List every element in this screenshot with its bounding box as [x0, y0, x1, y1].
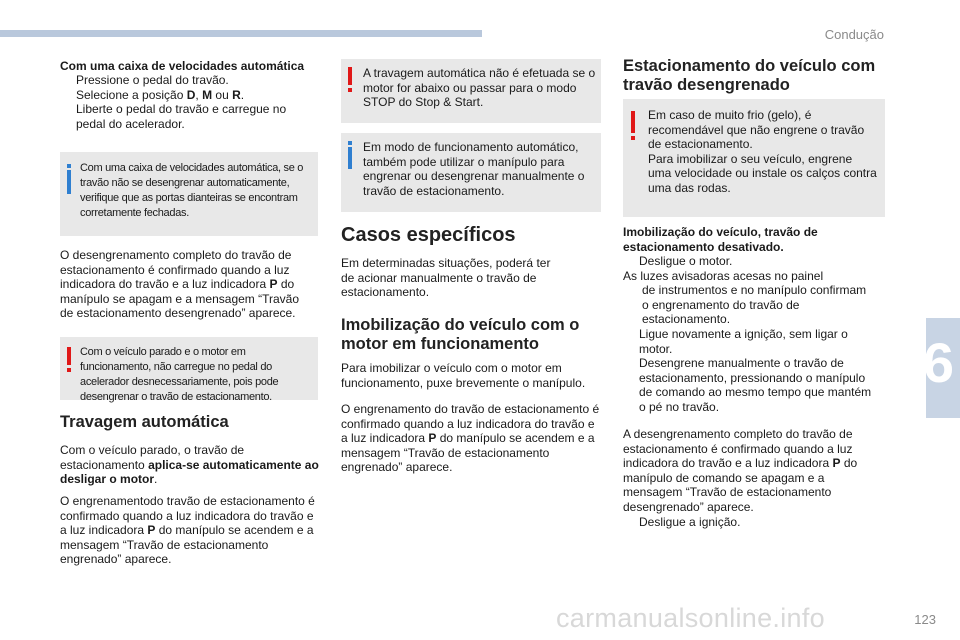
page-number: 123 [914, 612, 936, 627]
warning-icon [631, 111, 635, 133]
heading-travagem-automatica: Travagem automática [60, 413, 229, 431]
list-item: Ligue novamente a ignição, sem ligar o motor. [639, 326, 848, 356]
steps-list [60, 73, 310, 131]
list-item: Pressione o pedal do travão. [76, 73, 229, 87]
list-item: Desligue a ignição. [639, 514, 741, 529]
info-box: Com uma caixa de velocidades automática, se o travão não se desengrenar automaticamente, verifique que as portas dianteiras se encontram corretamente fechadas. [60, 152, 318, 236]
paragraph-travagem: Com o veículo parado, o travão de estacionamento aplica-se automaticamente ao desligar o motor. [60, 443, 319, 487]
heading-auto-gearbox: Com uma caixa de velocidades automática [60, 59, 305, 73]
list-item: Desligue o motor. [639, 254, 733, 268]
paragraph-casos: Em determinadas situações, poderá ter de acionar manualmente o travão de estacionamento. [341, 256, 551, 300]
chapter-number: 6 [922, 331, 954, 394]
list-item: Desengrene manualmente o travão de estacionamento, pressionando o manípulo de comando ao mesmo tempo que mantém o pé no travão. [639, 356, 872, 414]
section-title: Condução [824, 27, 884, 42]
steps-list [623, 254, 873, 415]
paragraph-luzes-cont: de instrumentos e no manípulo confirmam o engrenamento do travão de estacionamento. [642, 283, 867, 327]
watermark: carmanualsonline.info [556, 603, 825, 633]
warning-box: Com o veículo parado e o motor em funcionamento, não carregue no pedal do acelerador desnecessariamente, pois pode desengrenar o travão de estacionamento. [60, 337, 318, 400]
info-icon [67, 170, 71, 194]
paragraph-desengrenamento-final: A desengrenamento completo do travão de estacionamento é confirmado quando a luz indicadora do travão e a luz indicadora P do manípulo de comando se apagam e a mensagem “Travão de estacionamento desengrenado” aparece. Desligue a ignição. [623, 427, 873, 529]
paragraph-engrenamento-2: O engrenamento do travão de estacionamento é confirmado quando a luz indicadora do travão e a luz indicadora P do manípulo se acendem e a mensagem “Travão de estacionamento engrenado” aparece. [341, 402, 600, 475]
heading-estacionamento: Estacionamento do veículo com travão desengrenado [623, 57, 876, 94]
warning-icon [348, 67, 352, 85]
warning-icon [67, 347, 71, 365]
paragraph-engrenamento: O engrenamentodo travão de estacionamento é confirmado quando a luz indicadora do travão e a luz indicadora P do manípulo se acendem e a mensagem “Travão de estacionamento engrenado” aparece. [60, 494, 315, 567]
header-bar [0, 30, 482, 37]
info-icon [348, 147, 352, 169]
list-item: Liberte o pedal do travão e carregue no pedal do acelerador. [76, 102, 287, 131]
info-box: Em modo de funcionamento automático, também pode utilizar o manípulo para engrenar ou desengrenar manualmente o travão de estacionamento. [341, 133, 601, 212]
paragraph-imobilizar: Para imobilizar o veículo com o motor em funcionamento, puxe brevemente o manípulo. [341, 361, 586, 390]
warning-box: A travagem automática não é efetuada se o motor for abaixo ou passar para o modo STOP do Stop & Start. [341, 59, 601, 123]
heading-imobilizacao-desativado: Imobilização do veículo, travão de estacionamento desativado. [623, 225, 818, 254]
warning-box: Em caso de muito frio (gelo), é recomendável que não engrene o travão de estacionamento. Para imobilizar o seu veículo, engrene uma velocidade ou instale os calços contra uma das rodas. [623, 99, 885, 217]
heading-imobilizacao-motor: Imobilização do veículo com o motor em funcionamento [341, 316, 580, 353]
paragraph-desengrenamento: O desengrenamento completo do travão de estacionamento é confirmado quando a luz indicadora do travão e a luz indicadora P do manípulo se apagam e a mensagem “Travão de estacionamento desengrenado” aparece. [60, 248, 300, 321]
list-item: Selecione a posição D, M ou R. [76, 87, 245, 102]
paragraph-luzes: As luzes avisadoras acesas no painel [623, 268, 824, 283]
heading-casos-especificos: Casos específicos [341, 224, 516, 246]
